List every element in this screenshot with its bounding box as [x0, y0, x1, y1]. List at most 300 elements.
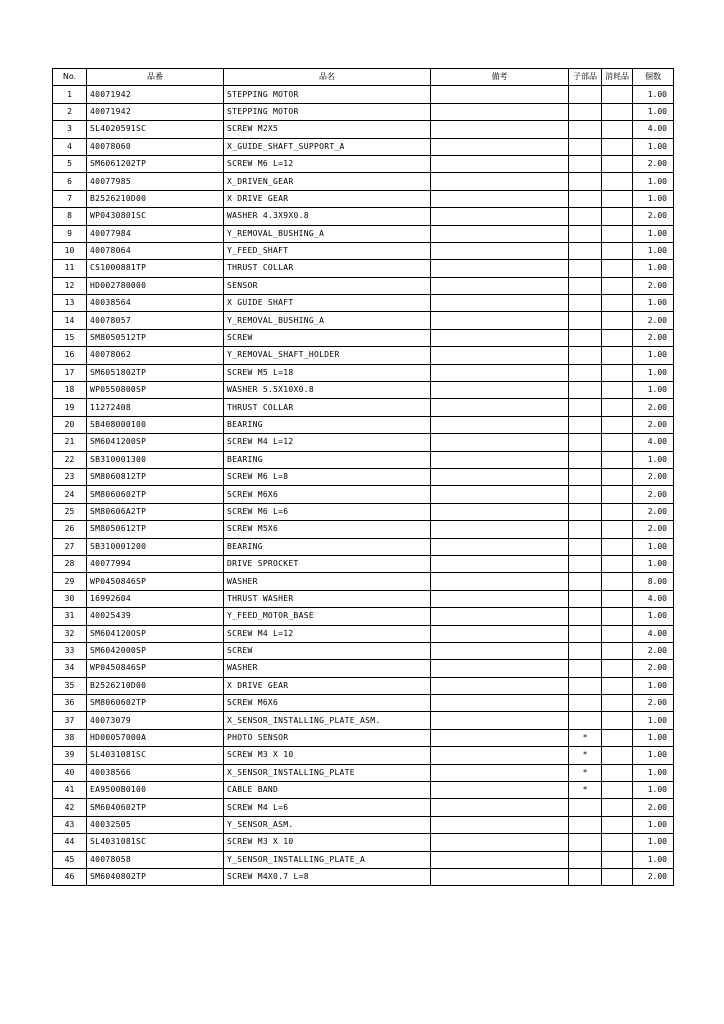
header-sub-part: 子部品: [569, 69, 602, 86]
part-number: HD00057000A: [87, 729, 224, 746]
row-number: 1: [53, 86, 87, 103]
part-number: WP0430801SC: [87, 208, 224, 225]
quantity: 1.00: [633, 86, 674, 103]
consumable-mark: [602, 86, 633, 103]
remarks: [431, 155, 569, 172]
part-number: SM8060602TP: [87, 695, 224, 712]
sub-part-mark: [569, 590, 602, 607]
row-number: 33: [53, 642, 87, 659]
part-name: X_GUIDE_SHAFT_SUPPORT_A: [224, 138, 431, 155]
table-row: [53, 555, 674, 572]
part-number: 40078058: [87, 851, 224, 868]
quantity: 2.00: [633, 399, 674, 416]
remarks: [431, 868, 569, 885]
part-number: SM8060812TP: [87, 468, 224, 485]
part-name: SCREW: [224, 642, 431, 659]
quantity: 1.00: [633, 834, 674, 851]
table-row: [53, 364, 674, 381]
sub-part-mark: [569, 260, 602, 277]
part-number: SM6051802TP: [87, 364, 224, 381]
remarks: [431, 764, 569, 781]
row-number: 39: [53, 747, 87, 764]
sub-part-mark: [569, 225, 602, 242]
row-number: 40: [53, 764, 87, 781]
row-number: 27: [53, 538, 87, 555]
part-name: CABLE BAND: [224, 782, 431, 799]
sub-part-mark: [569, 625, 602, 642]
sub-part-mark: [569, 608, 602, 625]
row-number: 28: [53, 555, 87, 572]
consumable-mark: [602, 834, 633, 851]
table-row: [53, 729, 674, 746]
quantity: 1.00: [633, 347, 674, 364]
part-name: X_SENSOR_INSTALLING_PLATE: [224, 764, 431, 781]
part-name: X DRIVE GEAR: [224, 190, 431, 207]
table-row: [53, 677, 674, 694]
part-number: SB310001200: [87, 538, 224, 555]
quantity: 1.00: [633, 190, 674, 207]
row-number: 22: [53, 451, 87, 468]
consumable-mark: [602, 503, 633, 520]
table-row: [53, 625, 674, 642]
row-number: 19: [53, 399, 87, 416]
table-row: [53, 521, 674, 538]
sub-part-mark: [569, 712, 602, 729]
row-number: 34: [53, 660, 87, 677]
row-number: 6: [53, 173, 87, 190]
table-row: [53, 312, 674, 329]
remarks: [431, 242, 569, 259]
part-number: 40077985: [87, 173, 224, 190]
remarks: [431, 399, 569, 416]
row-number: 45: [53, 851, 87, 868]
part-number: B2526210D00: [87, 677, 224, 694]
sub-part-mark: [569, 382, 602, 399]
sub-part-mark: [569, 816, 602, 833]
quantity: 2.00: [633, 277, 674, 294]
table-row: [53, 242, 674, 259]
table-row: [53, 347, 674, 364]
consumable-mark: [602, 468, 633, 485]
remarks: [431, 503, 569, 520]
table-row: [53, 277, 674, 294]
remarks: [431, 364, 569, 381]
remarks: [431, 625, 569, 642]
quantity: 2.00: [633, 521, 674, 538]
sub-part-mark: [569, 364, 602, 381]
consumable-mark: [602, 660, 633, 677]
table-row: [53, 103, 674, 120]
row-number: 8: [53, 208, 87, 225]
part-name: SCREW M4 L=6: [224, 799, 431, 816]
quantity: 2.00: [633, 503, 674, 520]
sub-part-mark: [569, 660, 602, 677]
part-name: SCREW M6X6: [224, 695, 431, 712]
quantity: 1.00: [633, 260, 674, 277]
quantity: 1.00: [633, 747, 674, 764]
row-number: 44: [53, 834, 87, 851]
part-number: HD002780000: [87, 277, 224, 294]
sub-part-mark: [569, 138, 602, 155]
quantity: 1.00: [633, 764, 674, 781]
header-consumable: 消耗品: [602, 69, 633, 86]
consumable-mark: [602, 729, 633, 746]
consumable-mark: [602, 295, 633, 312]
consumable-mark: [602, 851, 633, 868]
part-number: 40078064: [87, 242, 224, 259]
row-number: 41: [53, 782, 87, 799]
remarks: [431, 260, 569, 277]
part-name: BEARING: [224, 538, 431, 555]
part-name: PHOTO SENSOR: [224, 729, 431, 746]
remarks: [431, 208, 569, 225]
sub-part-mark: [569, 555, 602, 572]
part-number: SM6042000SP: [87, 642, 224, 659]
consumable-mark: [602, 695, 633, 712]
sub-part-mark: [569, 329, 602, 346]
quantity: 1.00: [633, 608, 674, 625]
consumable-mark: [602, 121, 633, 138]
quantity: 1.00: [633, 555, 674, 572]
consumable-mark: [602, 642, 633, 659]
part-number: 40077984: [87, 225, 224, 242]
table-row: [53, 712, 674, 729]
part-name: SCREW M3 X 10: [224, 747, 431, 764]
table-row: [53, 173, 674, 190]
quantity: 1.00: [633, 538, 674, 555]
consumable-mark: [602, 138, 633, 155]
part-number: WP0550800SP: [87, 382, 224, 399]
remarks: [431, 642, 569, 659]
row-number: 36: [53, 695, 87, 712]
row-number: 4: [53, 138, 87, 155]
table-row: [53, 225, 674, 242]
part-name: WASHER: [224, 573, 431, 590]
part-number: B2526210D00: [87, 190, 224, 207]
sub-part-mark: [569, 277, 602, 294]
remarks: [431, 590, 569, 607]
table-row: [53, 208, 674, 225]
sub-part-mark: [569, 468, 602, 485]
part-name: Y_SENSOR_INSTALLING_PLATE_A: [224, 851, 431, 868]
consumable-mark: [602, 225, 633, 242]
remarks: [431, 538, 569, 555]
sub-part-mark: [569, 103, 602, 120]
consumable-mark: [602, 590, 633, 607]
row-number: 15: [53, 329, 87, 346]
row-number: 2: [53, 103, 87, 120]
quantity: 1.00: [633, 295, 674, 312]
remarks: [431, 225, 569, 242]
row-number: 21: [53, 434, 87, 451]
part-name: SCREW M6 L=6: [224, 503, 431, 520]
row-number: 3: [53, 121, 87, 138]
table-row: [53, 503, 674, 520]
sub-part-mark: *: [569, 747, 602, 764]
row-number: 35: [53, 677, 87, 694]
part-name: SCREW M4X0.7 L=8: [224, 868, 431, 885]
remarks: [431, 712, 569, 729]
consumable-mark: [602, 816, 633, 833]
remarks: [431, 382, 569, 399]
quantity: 4.00: [633, 590, 674, 607]
remarks: [431, 660, 569, 677]
quantity: 2.00: [633, 208, 674, 225]
consumable-mark: [602, 364, 633, 381]
quantity: 1.00: [633, 103, 674, 120]
part-number: SM8060602TP: [87, 486, 224, 503]
remarks: [431, 486, 569, 503]
part-number: 11272408: [87, 399, 224, 416]
table-row: [53, 782, 674, 799]
table-row: [53, 86, 674, 103]
quantity: 2.00: [633, 642, 674, 659]
part-number: SM8050612TP: [87, 521, 224, 538]
part-name: DRIVE SPROCKET: [224, 555, 431, 572]
remarks: [431, 329, 569, 346]
row-number: 16: [53, 347, 87, 364]
sub-part-mark: [569, 486, 602, 503]
quantity: 2.00: [633, 695, 674, 712]
row-number: 46: [53, 868, 87, 885]
sub-part-mark: [569, 399, 602, 416]
part-number: 40077994: [87, 555, 224, 572]
row-number: 29: [53, 573, 87, 590]
table-row: [53, 399, 674, 416]
part-number: 40038566: [87, 764, 224, 781]
part-name: STEPPING MOTOR: [224, 86, 431, 103]
sub-part-mark: [569, 347, 602, 364]
part-number: 40071942: [87, 86, 224, 103]
header-part-number: 品番: [87, 69, 224, 86]
part-name: SCREW M5 L=18: [224, 364, 431, 381]
row-number: 42: [53, 799, 87, 816]
consumable-mark: [602, 608, 633, 625]
consumable-mark: [602, 677, 633, 694]
quantity: 2.00: [633, 155, 674, 172]
part-number: 40078062: [87, 347, 224, 364]
consumable-mark: [602, 190, 633, 207]
table-row: [53, 660, 674, 677]
part-number: WP0450846SP: [87, 660, 224, 677]
table-row: [53, 764, 674, 781]
part-number: CS1000881TP: [87, 260, 224, 277]
consumable-mark: [602, 434, 633, 451]
remarks: [431, 729, 569, 746]
part-number: SM6040802TP: [87, 868, 224, 885]
remarks: [431, 782, 569, 799]
remarks: [431, 434, 569, 451]
part-name: SCREW M2X5: [224, 121, 431, 138]
part-number: SB408000100: [87, 416, 224, 433]
sub-part-mark: [569, 799, 602, 816]
header-remarks: 備考: [431, 69, 569, 86]
quantity: 1.00: [633, 242, 674, 259]
quantity: 1.00: [633, 364, 674, 381]
part-name: STEPPING MOTOR: [224, 103, 431, 120]
table-row: [53, 468, 674, 485]
part-number: 40025439: [87, 608, 224, 625]
parts-list-table: [52, 68, 674, 886]
sub-part-mark: [569, 155, 602, 172]
consumable-mark: [602, 173, 633, 190]
part-name: THRUST WASHER: [224, 590, 431, 607]
sub-part-mark: [569, 242, 602, 259]
consumable-mark: [602, 399, 633, 416]
sub-part-mark: [569, 416, 602, 433]
consumable-mark: [602, 347, 633, 364]
header-no: No.: [53, 69, 87, 86]
table-row: [53, 799, 674, 816]
quantity: 2.00: [633, 329, 674, 346]
quantity: 1.00: [633, 173, 674, 190]
consumable-mark: [602, 555, 633, 572]
part-number: SM6041200SP: [87, 434, 224, 451]
table-row: [53, 747, 674, 764]
consumable-mark: [602, 799, 633, 816]
quantity: 2.00: [633, 868, 674, 885]
row-number: 24: [53, 486, 87, 503]
sub-part-mark: [569, 173, 602, 190]
part-name: WASHER 5.5X10X0.8: [224, 382, 431, 399]
row-number: 26: [53, 521, 87, 538]
remarks: [431, 121, 569, 138]
row-number: 37: [53, 712, 87, 729]
table-row: [53, 816, 674, 833]
row-number: 5: [53, 155, 87, 172]
quantity: 1.00: [633, 816, 674, 833]
part-number: SM8050512TP: [87, 329, 224, 346]
table-row: [53, 434, 674, 451]
row-number: 30: [53, 590, 87, 607]
part-name: SCREW M4 L=12: [224, 625, 431, 642]
table-row: [53, 190, 674, 207]
sub-part-mark: [569, 208, 602, 225]
part-number: SM6061202TP: [87, 155, 224, 172]
sub-part-mark: [569, 677, 602, 694]
part-number: EA9500B0100: [87, 782, 224, 799]
quantity: 2.00: [633, 312, 674, 329]
consumable-mark: [602, 782, 633, 799]
consumable-mark: [602, 277, 633, 294]
part-number: 40038564: [87, 295, 224, 312]
sub-part-mark: [569, 86, 602, 103]
consumable-mark: [602, 208, 633, 225]
table-row: [53, 416, 674, 433]
part-number: SL4031081SC: [87, 834, 224, 851]
consumable-mark: [602, 747, 633, 764]
table-row: [53, 538, 674, 555]
part-name: SCREW M6X6: [224, 486, 431, 503]
row-number: 32: [53, 625, 87, 642]
table-row: [53, 642, 674, 659]
row-number: 18: [53, 382, 87, 399]
part-name: BEARING: [224, 451, 431, 468]
consumable-mark: [602, 312, 633, 329]
remarks: [431, 190, 569, 207]
part-name: Y_REMOVAL_SHAFT_HOLDER: [224, 347, 431, 364]
consumable-mark: [602, 764, 633, 781]
remarks: [431, 416, 569, 433]
part-name: SCREW: [224, 329, 431, 346]
sub-part-mark: *: [569, 729, 602, 746]
table-row: [53, 834, 674, 851]
quantity: 1.00: [633, 851, 674, 868]
part-number: 40071942: [87, 103, 224, 120]
part-name: Y_FEED_SHAFT: [224, 242, 431, 259]
row-number: 20: [53, 416, 87, 433]
part-name: BEARING: [224, 416, 431, 433]
part-name: Y_FEED_MOTOR_BASE: [224, 608, 431, 625]
remarks: [431, 608, 569, 625]
part-name: X GUIDE SHAFT: [224, 295, 431, 312]
table-row: [53, 138, 674, 155]
quantity: 1.00: [633, 729, 674, 746]
consumable-mark: [602, 155, 633, 172]
consumable-mark: [602, 868, 633, 885]
table-row: [53, 608, 674, 625]
table-row: [53, 260, 674, 277]
part-number: 40078057: [87, 312, 224, 329]
table-row: [53, 573, 674, 590]
sub-part-mark: *: [569, 764, 602, 781]
part-number: SL4031081SC: [87, 747, 224, 764]
part-number: SL4020591SC: [87, 121, 224, 138]
quantity: 2.00: [633, 660, 674, 677]
part-name: SCREW M5X6: [224, 521, 431, 538]
sub-part-mark: [569, 451, 602, 468]
remarks: [431, 834, 569, 851]
table-row: [53, 590, 674, 607]
remarks: [431, 277, 569, 294]
table-row: [53, 851, 674, 868]
part-name: THRUST COLLAR: [224, 399, 431, 416]
sub-part-mark: [569, 851, 602, 868]
quantity: 1.00: [633, 382, 674, 399]
quantity: 1.00: [633, 782, 674, 799]
sub-part-mark: [569, 695, 602, 712]
part-name: X DRIVE GEAR: [224, 677, 431, 694]
row-number: 13: [53, 295, 87, 312]
sub-part-mark: [569, 868, 602, 885]
consumable-mark: [602, 521, 633, 538]
remarks: [431, 312, 569, 329]
row-number: 23: [53, 468, 87, 485]
consumable-mark: [602, 712, 633, 729]
header-row: [53, 69, 674, 86]
sub-part-mark: [569, 190, 602, 207]
remarks: [431, 468, 569, 485]
part-number: 40073079: [87, 712, 224, 729]
remarks: [431, 347, 569, 364]
consumable-mark: [602, 382, 633, 399]
consumable-mark: [602, 103, 633, 120]
sub-part-mark: [569, 538, 602, 555]
sub-part-mark: [569, 121, 602, 138]
header-part-name: 品名: [224, 69, 431, 86]
remarks: [431, 555, 569, 572]
part-number: SM6040602TP: [87, 799, 224, 816]
row-number: 38: [53, 729, 87, 746]
part-name: Y_SENSOR_ASM.: [224, 816, 431, 833]
part-name: SCREW M3 X 10: [224, 834, 431, 851]
quantity: 4.00: [633, 625, 674, 642]
part-number: WP0450846SP: [87, 573, 224, 590]
remarks: [431, 799, 569, 816]
table-row: [53, 295, 674, 312]
part-name: Y_REMOVAL_BUSHING_A: [224, 312, 431, 329]
quantity: 1.00: [633, 138, 674, 155]
